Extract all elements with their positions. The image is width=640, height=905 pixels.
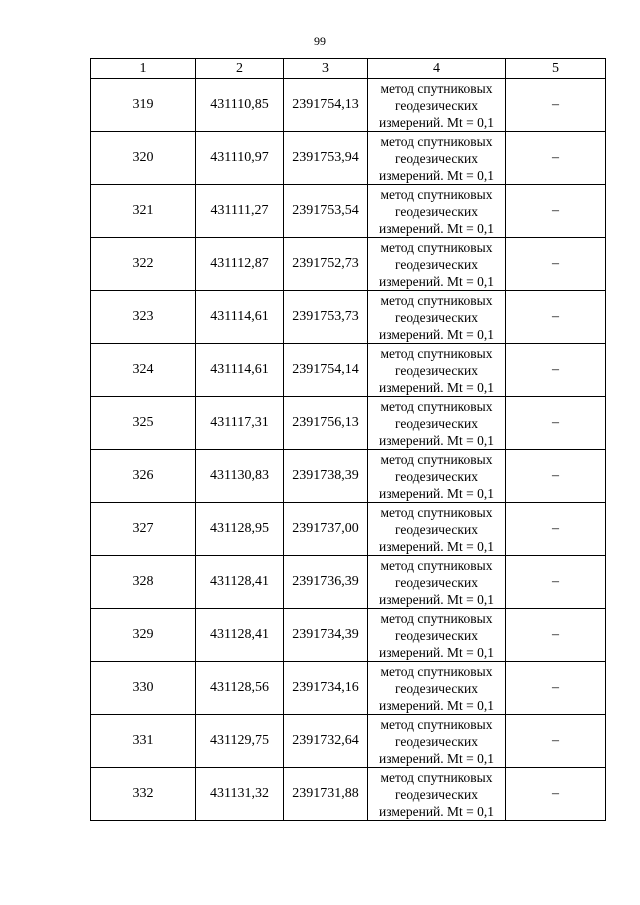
method-line-3: измерений. Mt = 0,1 [378,114,495,130]
coord-y: 2391754,14 [284,344,368,397]
header-col-5: 5 [506,59,606,79]
coord-x: 431130,83 [196,450,284,503]
table-row [91,79,606,132]
method-line-3: измерений. Mt = 0,1 [378,220,495,236]
method-line-2: геодезических [395,627,478,643]
coord-x: 431128,95 [196,503,284,556]
method-line-2: геодезических [395,415,478,431]
table-row [91,238,606,291]
method-cell [368,609,506,662]
coord-x: 431114,61 [196,291,284,344]
point-number: 331 [91,715,196,768]
table-row [91,185,606,238]
method-line-3: измерений. Mt = 0,1 [378,167,495,183]
table-header [91,59,606,79]
method-line-1: метод спутниковых [380,663,493,679]
coord-x: 431128,41 [196,556,284,609]
method-line-2: геодезических [395,150,478,166]
method-cell [368,132,506,185]
method-line-3: измерений. Mt = 0,1 [378,379,495,395]
coord-y: 2391753,94 [284,132,368,185]
coordinates-table [90,58,606,821]
method-line-3: измерений. Mt = 0,1 [378,644,495,660]
method-line-3: измерений. Mt = 0,1 [378,432,495,448]
point-number: 330 [91,662,196,715]
method-line-2: геодезических [395,362,478,378]
coord-x: 431117,31 [196,397,284,450]
method-line-2: геодезических [395,680,478,696]
method-line-3: измерений. Mt = 0,1 [378,273,495,289]
table-row [91,344,606,397]
method-line-1: метод спутниковых [380,345,493,361]
method-cell [368,79,506,132]
point-number: 326 [91,450,196,503]
point-number: 328 [91,556,196,609]
point-number: 322 [91,238,196,291]
method-line-3: измерений. Mt = 0,1 [378,697,495,713]
coord-y: 2391756,13 [284,397,368,450]
page-number: 99 [314,34,326,48]
coord-y: 2391731,88 [284,768,368,821]
method-cell [368,397,506,450]
method-line-2: геодезических [395,97,478,113]
method-cell [368,185,506,238]
point-number: 319 [91,79,196,132]
header-col-4: 4 [368,59,506,79]
coord-x: 431129,75 [196,715,284,768]
method-line-3: измерений. Mt = 0,1 [378,485,495,501]
header-col-2: 2 [196,59,284,79]
table-row [91,556,606,609]
coord-y: 2391732,64 [284,715,368,768]
method-cell [368,768,506,821]
coord-y: 2391754,13 [284,79,368,132]
table-row [91,609,606,662]
col5-dash: – [506,238,606,291]
method-line-1: метод спутниковых [380,398,493,414]
col5-dash: – [506,503,606,556]
coord-y: 2391738,39 [284,450,368,503]
method-line-3: измерений. Mt = 0,1 [378,326,495,342]
table-row [91,662,606,715]
col5-dash: – [506,397,606,450]
coord-x: 431114,61 [196,344,284,397]
col5-dash: – [506,715,606,768]
method-line-2: геодезических [395,203,478,219]
col5-dash: – [506,344,606,397]
header-col-1: 1 [91,59,196,79]
table-row [91,397,606,450]
method-cell [368,238,506,291]
method-line-1: метод спутниковых [380,186,493,202]
coord-y: 2391753,73 [284,291,368,344]
method-line-2: геодезических [395,574,478,590]
coord-x: 431111,27 [196,185,284,238]
method-line-2: геодезических [395,786,478,802]
point-number: 323 [91,291,196,344]
coord-y: 2391753,54 [284,185,368,238]
method-line-1: метод спутниковых [380,451,493,467]
method-cell [368,715,506,768]
point-number: 324 [91,344,196,397]
col5-dash: – [506,291,606,344]
method-line-1: метод спутниковых [380,80,493,96]
col5-dash: – [506,79,606,132]
method-line-1: метод спутниковых [380,716,493,732]
method-line-2: геодезических [395,521,478,537]
method-cell [368,291,506,344]
coord-y: 2391734,16 [284,662,368,715]
point-number: 320 [91,132,196,185]
coord-y: 2391736,39 [284,556,368,609]
col5-dash: – [506,132,606,185]
col5-dash: – [506,609,606,662]
method-line-1: метод спутниковых [380,292,493,308]
method-line-1: метод спутниковых [380,610,493,626]
point-number: 329 [91,609,196,662]
point-number: 321 [91,185,196,238]
col5-dash: – [506,662,606,715]
col5-dash: – [506,556,606,609]
method-line-1: метод спутниковых [380,769,493,785]
coord-y: 2391734,39 [284,609,368,662]
method-line-2: геодезических [395,468,478,484]
method-line-3: измерений. Mt = 0,1 [378,538,495,554]
table-row [91,132,606,185]
method-line-1: метод спутниковых [380,239,493,255]
coord-x: 431128,41 [196,609,284,662]
col5-dash: – [506,185,606,238]
table-row [91,291,606,344]
coord-x: 431110,85 [196,79,284,132]
method-cell [368,556,506,609]
coord-x: 431110,97 [196,132,284,185]
table-row [91,715,606,768]
method-line-3: измерений. Mt = 0,1 [378,803,495,819]
method-line-3: измерений. Mt = 0,1 [378,591,495,607]
coord-y: 2391737,00 [284,503,368,556]
method-line-3: измерений. Mt = 0,1 [378,750,495,766]
header-row [91,59,606,79]
method-line-2: геодезических [395,733,478,749]
coord-y: 2391752,73 [284,238,368,291]
method-line-1: метод спутниковых [380,504,493,520]
method-cell [368,503,506,556]
table-row [91,450,606,503]
header-col-3: 3 [284,59,368,79]
method-line-1: метод спутниковых [380,557,493,573]
method-cell [368,344,506,397]
table-row [91,768,606,821]
col5-dash: – [506,450,606,503]
point-number: 325 [91,397,196,450]
table-body [91,79,606,821]
coord-x: 431112,87 [196,238,284,291]
method-line-2: геодезических [395,309,478,325]
table-row [91,503,606,556]
point-number: 327 [91,503,196,556]
method-cell [368,662,506,715]
method-line-2: геодезических [395,256,478,272]
coord-x: 431131,32 [196,768,284,821]
col5-dash: – [506,768,606,821]
coord-x: 431128,56 [196,662,284,715]
method-line-1: метод спутниковых [380,133,493,149]
method-cell [368,450,506,503]
point-number: 332 [91,768,196,821]
